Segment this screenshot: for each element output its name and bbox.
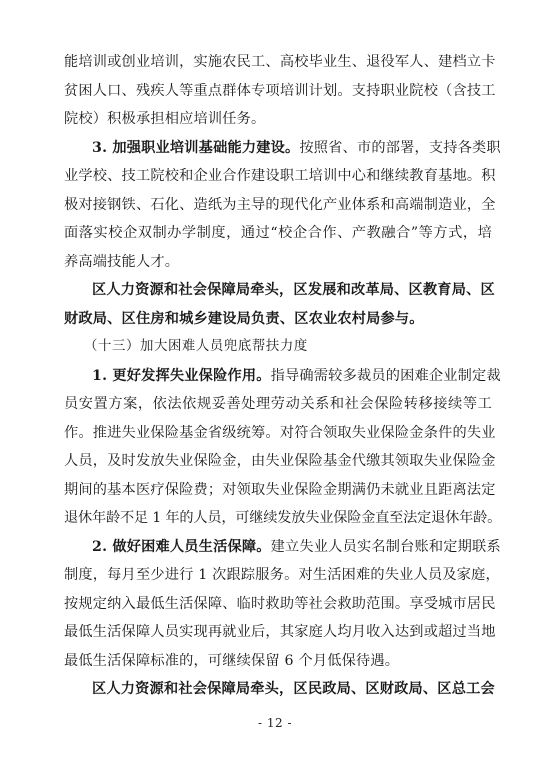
item-1-heading: 1. 更好发挥失业保险作用。 xyxy=(92,367,271,384)
paragraph-line: 制度，每月至少进行 1 次跟踪服务。对生活困难的失业人员及家庭， xyxy=(64,567,500,583)
paragraph-line: 期间的基本医疗保险费；对领取失业保险金期满仍未就业且距离法定 xyxy=(64,481,496,498)
paragraph-line: 退休年龄不足 1 年的人员，可继续发放失业保险金直至法定退休年龄。 xyxy=(64,510,502,526)
page-number: - 12 - xyxy=(257,716,292,730)
paragraph-line: 人员，及时发放失业保险金，由失业保险基金代缴其领取失业保险金 xyxy=(64,453,496,469)
item-1-first-line xyxy=(64,362,501,391)
section-heading: （十三）加大困难人员兜底帮扶力度 xyxy=(84,339,308,354)
paragraph-line: 面落实校企双制办学制度，通过“校企合作、产教融合”等方式，培 xyxy=(64,225,492,241)
responsibility-line: 区人力资源和社会保障局牵头，区民政局、区财政局、区总工会 xyxy=(92,681,495,697)
paragraph-line: 能培训或创业培训，实施农民工、高校毕业生、退役军人、建档立卡 xyxy=(64,54,496,70)
item-1-text: 指导确需较多裁员的困难企业制定裁 xyxy=(270,367,501,384)
paragraph-line: 最低生活保障人员实现再就业后，其家庭人均月收入达到或超过当地 xyxy=(64,624,496,640)
paragraph-line: 养高端技能人才。 xyxy=(64,253,180,270)
item-3-text: 按照省、市的部署，支持各类职 xyxy=(299,139,501,156)
item-3-first-line xyxy=(64,134,501,163)
paragraph-line: 员安置方案，依法依规妥善处理劳动关系和社会保险转移接续等工 xyxy=(64,396,492,412)
paragraph-line: 作。推进失业保险基金省级统筹。对符合领取失业保险金条件的失业 xyxy=(64,424,496,441)
paragraph-line: 按规定纳入最低生活保障、临时救助等社会救助范围。享受城市居民 xyxy=(64,595,496,612)
paragraph-line: 业学校、技工院校和企业合作建设职工培训中心和继续教育基地。积 xyxy=(64,168,496,184)
paragraph-line: 院校）积极承担相应培训任务。 xyxy=(64,111,266,127)
item-2-heading: 2. 做好困难人员生活保障。 xyxy=(92,538,271,555)
paragraph-line: 贫困人口、残疾人等重点群体专项培训计划。支持职业院校（含技工 xyxy=(64,82,496,99)
paragraph-line: 极对接钢铁、石化、造纸为主导的现代化产业体系和高端制造业，全 xyxy=(64,196,496,213)
item-2-first-line xyxy=(64,533,501,562)
item-3-heading: 3. 加强职业培训基础能力建设。 xyxy=(92,139,300,156)
responsibility-line: 区人力资源和社会保障局牵头，区发展和改革局、区教育局、区 xyxy=(92,282,495,298)
paragraph-line: 最低生活保障标准的，可继续保留 6 个月低保待遇。 xyxy=(64,652,400,669)
item-2-text: 建立失业人员实名制台账和定期联系 xyxy=(270,538,501,555)
document-page xyxy=(64,48,502,704)
responsibility-line: 财政局、区住房和城乡建设局负责、区农业农村局参与。 xyxy=(64,310,424,327)
